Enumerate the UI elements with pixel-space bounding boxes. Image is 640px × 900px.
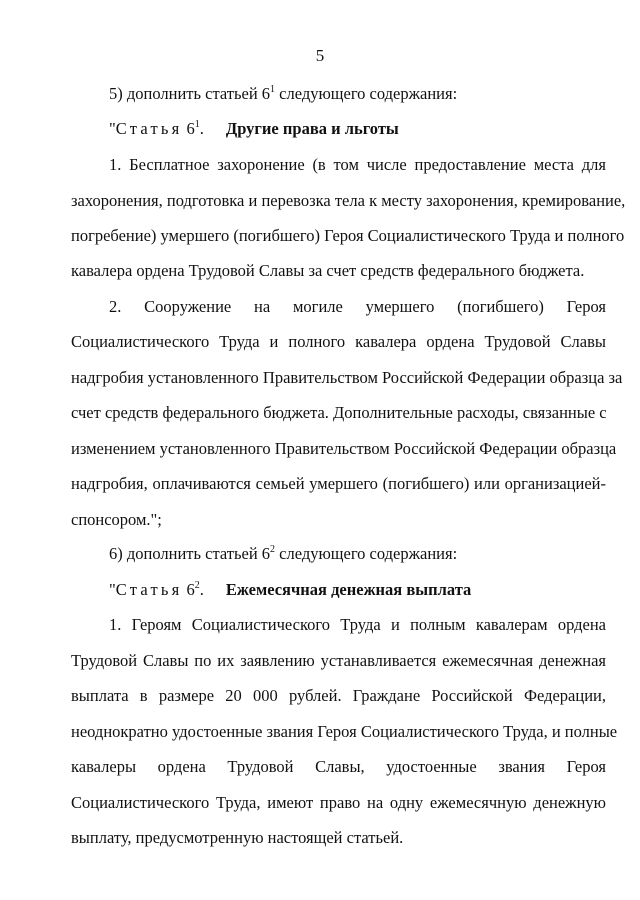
paragraph-3-line: выплату, предусмотренную настоящей статьей. (71, 828, 404, 847)
article-number: 6 (182, 580, 195, 599)
page-number: 5 (315, 46, 325, 65)
item-6-text-end: следующего содержания: (275, 544, 458, 563)
amendment-item-6 (109, 544, 606, 564)
item-6-superscript: 2 (270, 544, 276, 555)
article-word: Статья (115, 580, 183, 599)
paragraph-1-line: захоронения, подготовка и перевозка тела к месту захоронения, кремирование, (71, 191, 626, 210)
article-superscript: 2 (194, 580, 200, 591)
paragraph-3-line: кавалеры ордена Трудовой Славы, удостоенные звания Героя (71, 757, 606, 776)
paragraph-2-line: надгробия, оплачиваются семьей умершего (погибшего) или организацией- (71, 474, 606, 493)
paragraph-3-line: Трудовой Славы по их заявлению устанавливается ежемесячная денежная (71, 651, 606, 670)
paragraph-1-line: погребение) умершего (погибшего) Героя Социалистического Труда и полного (71, 226, 625, 245)
article-6-1-heading (109, 119, 606, 139)
article-word: Статья (115, 119, 183, 138)
article-6-2-title: Ежемесячная денежная выплата (225, 580, 472, 599)
quote-mark: " (109, 119, 116, 138)
item-5-text-end: следующего содержания: (275, 84, 458, 103)
item-5-text: 5) дополнить статьей 6 (109, 84, 271, 103)
quote-mark: " (109, 580, 116, 599)
paragraph-2-line: Социалистического Труда и полного кавалера ордена Трудовой Славы (71, 332, 606, 351)
article-6-2-heading (109, 580, 606, 600)
amendment-item-5 (109, 84, 606, 104)
paragraph-3-line: 1. Героям Социалистического Труда и полным кавалерам ордена (109, 615, 606, 634)
paragraph-1-line: кавалера ордена Трудовой Славы за счет средств федерального бюджета. (71, 261, 585, 280)
article-dot: . (199, 580, 204, 599)
paragraph-2-line: счет средств федерального бюджета. Дополнительные расходы, связанные с (71, 403, 607, 422)
article-superscript: 1 (194, 119, 200, 130)
paragraph-1-line: 1. Бесплатное захоронение (в том числе предоставление места для (109, 155, 606, 174)
paragraph-3-line: неоднократно удостоенные звания Героя Социалистического Труда, и полные (71, 722, 618, 741)
paragraph-2-line: надгробия установленного Правительством Российской Федерации образца за (71, 368, 623, 387)
article-number: 6 (182, 119, 195, 138)
paragraph-2-line: изменением установленного Правительством Российской Федерации образца (71, 439, 617, 458)
paragraph-2-line: 2. Сооружение на могиле умершего (погибшего) Героя (109, 297, 606, 316)
article-6-1-title: Другие права и льготы (225, 119, 399, 138)
item-6-text: 6) дополнить статьей 6 (109, 544, 271, 563)
paragraph-3-line: Социалистического Труда, имеют право на одну ежемесячную денежную (71, 793, 606, 812)
article-dot: . (199, 119, 204, 138)
paragraph-2-line: спонсором."; (71, 510, 162, 529)
paragraph-3-line: выплата в размере 20 000 рублей. Граждане Российской Федерации, (71, 686, 606, 705)
item-5-superscript: 1 (270, 84, 276, 95)
